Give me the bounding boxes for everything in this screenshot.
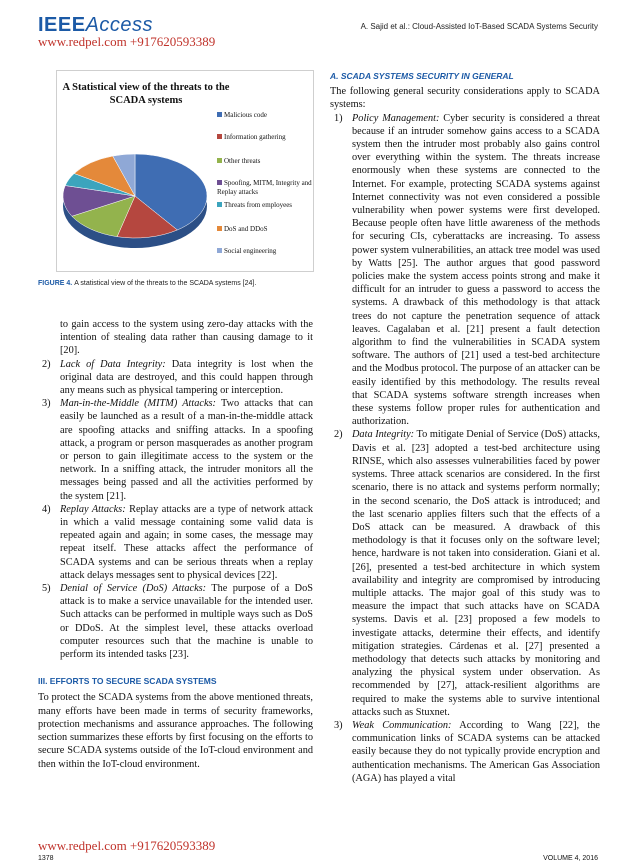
watermark-top: www.redpel.com +917620593389: [38, 34, 216, 49]
item-number: 2): [334, 429, 343, 441]
item-text: Data integrity is lost when the original data are destroyed, and this could happen through any means such as physical tampering or interception.: [60, 358, 313, 397]
item-title: Weak Communication:: [352, 719, 452, 731]
item-number: 4): [42, 503, 51, 515]
logo-accent: Access: [85, 14, 154, 36]
item-title: Man-in-the-Middle (MITM) Attacks:: [60, 398, 216, 410]
legend-swatch: [217, 248, 222, 253]
legend-item: [217, 247, 313, 256]
section-heading: III. EFFORTS TO SECURE SCADA SYSTEMS: [38, 676, 217, 687]
item-number: 3): [42, 398, 51, 410]
caption-label: FIGURE 4.: [38, 280, 73, 287]
right-list: [330, 112, 600, 785]
legend-label: Social engineering: [224, 247, 277, 255]
legend-item: [217, 225, 313, 234]
figure-4: [38, 70, 313, 290]
logo-main: IEEE: [38, 14, 86, 36]
list-item: [38, 503, 313, 582]
item-title: Replay Attacks:: [60, 503, 126, 515]
left-list: [38, 358, 313, 662]
legend-item: [217, 111, 313, 120]
item-number: 5): [42, 583, 51, 595]
item-text: To mitigate Denial of Service (DoS) attacks, Davis et al. [23] adopted a test-bed architecture using RINSE, which also assesses vulnerabilities faced by power systems. Three attack scenarios are considered. In the first scenario, there is no attack and systems perform normally; in the second scenario, the DoS attack is introduced; and the last scenario applies filters such that the effects of a DoS attack can be measured. A drawback of this methodology is that it focuses only on the software level; hence, hardware is not taken into consideration. Giani et al. [26], presented a test-bed architecture in which system availability and integrity are compromised by introducing multiple attacks. The major goal of this study was to measure the impact that such attacks have on SCADA systems. Davis et al. [23] proposed a few models to investigate attacks, determine their effects, and identify mitigation strategies. Cárdenas et al. [27] presented a methodology that detects such attacks by monitoring and analyzing the physical system under observation. As recommended by [27], attack-resilient algorithms are required to make the systems able to survive intentional attacks such as Stuxnet.: [352, 429, 600, 718]
volume-label: VOLUME 4, 2016: [543, 855, 598, 862]
item-title: Data Integrity:: [352, 429, 415, 441]
legend-swatch: [217, 112, 222, 117]
legend-item: [217, 157, 313, 166]
legend-label: Threats from employees: [224, 201, 293, 209]
item-text: Cyber security is considered a threat because if an intruder somehow gains access to a SCADA system then the intruder most probably also gains control over everything within the system. The threats increase enormously when these systems are connected to the Internet. For example, protecting SCADA systems against Internet connectivity was not even considered a possible vulnerability when power systems were first developed. Because people often have little awareness of the methods for securing CIs, cyberattacks are increasing. To assess power system vulnerabilities, an attack tree model was used by Watts [25]. The author argues that good password policies make the system access points strong and make it difficult for an intruder to guess a password to access the systems. A drawback of this methodology is that attack trees do not capture the penetration sequence of attack leaves. Cagalaban et al. [21] present a fault detection algorithm to find the vulnerabilities in SCADA system software. The authors of [21] used a test-bed architecture and the Modbus protocol. The purpose of an attacker can be easily identified by this methodology. The results reveal that SCADA systems software strength increases when these systems follow proper rules for authentication and authorization.: [352, 112, 601, 428]
running-title: A. Sajid et al.: Cloud-Assisted IoT-Based SCADA Systems Security: [360, 22, 598, 31]
legend-swatch: [217, 158, 222, 163]
legend-label: DoS and DDoS: [224, 225, 268, 233]
list-item: [38, 397, 313, 503]
item-text: Replay attacks are a type of network attack in which a valid message containing some valid data is repeated again and again; in some cases, the message may repeat itself. These attacks affect the performance of SCADA systems and can be serious threats when a replay attack delays messages sent to physical devices [22].: [60, 503, 313, 581]
figure-caption: [38, 280, 313, 287]
subsection-heading: A. SCADA SYSTEMS SECURITY IN GENERAL: [330, 71, 514, 81]
chart-frame: [56, 70, 314, 272]
legend-label: Malicious code: [224, 111, 267, 119]
legend-label: Information gathering: [224, 133, 286, 141]
legend-swatch: [217, 226, 222, 231]
watermark-bottom: www.redpel.com +917620593389: [38, 838, 216, 853]
item-text: According to Wang [22], the communication links of SCADA systems can be attacked easily because they do not typically provide encryption and authentication mechanisms. The American Gas Association (AGA) has played a vital: [352, 719, 600, 784]
legend-item: [217, 201, 313, 210]
legend-swatch: [217, 134, 222, 139]
item-number: 2): [42, 358, 51, 370]
list-item: [330, 719, 600, 785]
item-title: Policy Management:: [352, 112, 440, 124]
list-item: [330, 112, 600, 429]
item-number: 3): [334, 719, 343, 731]
caption-text: A statistical view of the threats to the SCADA systems [24].: [74, 280, 257, 287]
legend-label: Other threats: [224, 157, 261, 165]
item-title: Lack of Data Integrity:: [60, 358, 166, 370]
legend-item: [217, 179, 313, 197]
intro-paragraph: The following general security considerations apply to SCADA systems:: [330, 86, 600, 111]
chart-title: A Statistical view of the threats to the SCADA systems: [62, 82, 230, 106]
legend-item: [217, 133, 313, 142]
pie-chart: [57, 71, 217, 271]
item-text: Two attacks that can easily be launched as a result of a man-in-the-middle attack are spoofing attacks and sniffing attacks. In a spoofing attack, a program or person masquerades as another program or person to gain illegitimate access to the system or the network. In a sniffing attack, the intruder monitors all the messages being passed and all the activities performed by the system [21].: [60, 398, 313, 502]
right-column: [330, 70, 600, 785]
list-item: [330, 428, 600, 718]
item-title: Denial of Service (DoS) Attacks:: [60, 583, 207, 595]
list-item: [38, 582, 313, 661]
section-paragraph: To protect the SCADA systems from the above mentioned threats, many efforts have been made in terms of security frameworks, protection mechanisms and assurance approaches. The following section summarizes these efforts by first focusing on the efforts to secure SCADA systems outside of the IoT-cloud environment and then within the IoT-cloud environment.: [38, 692, 313, 770]
left-column: [38, 318, 313, 771]
item-text: The purpose of a DoS attack is to make a service unavailable for the intended user. Such attacks can be performed in multiple ways such as DoS or DDoS. At the simplest level, these attacks overload computer resources such that the machine is unable to perform its intended tasks [23].: [60, 583, 313, 661]
list-item: [38, 358, 313, 398]
legend-swatch: [217, 202, 222, 207]
page-number: 1378: [38, 855, 54, 862]
legend-label: Spoofing, MITM, Integrity and Replay attacks: [217, 179, 312, 196]
item-number: 1): [334, 112, 343, 124]
legend-swatch: [217, 180, 222, 185]
continuation-paragraph: to gain access to the system using zero-day attacks with the intention of stealing data rather than causing damage to it [20].: [60, 319, 313, 357]
